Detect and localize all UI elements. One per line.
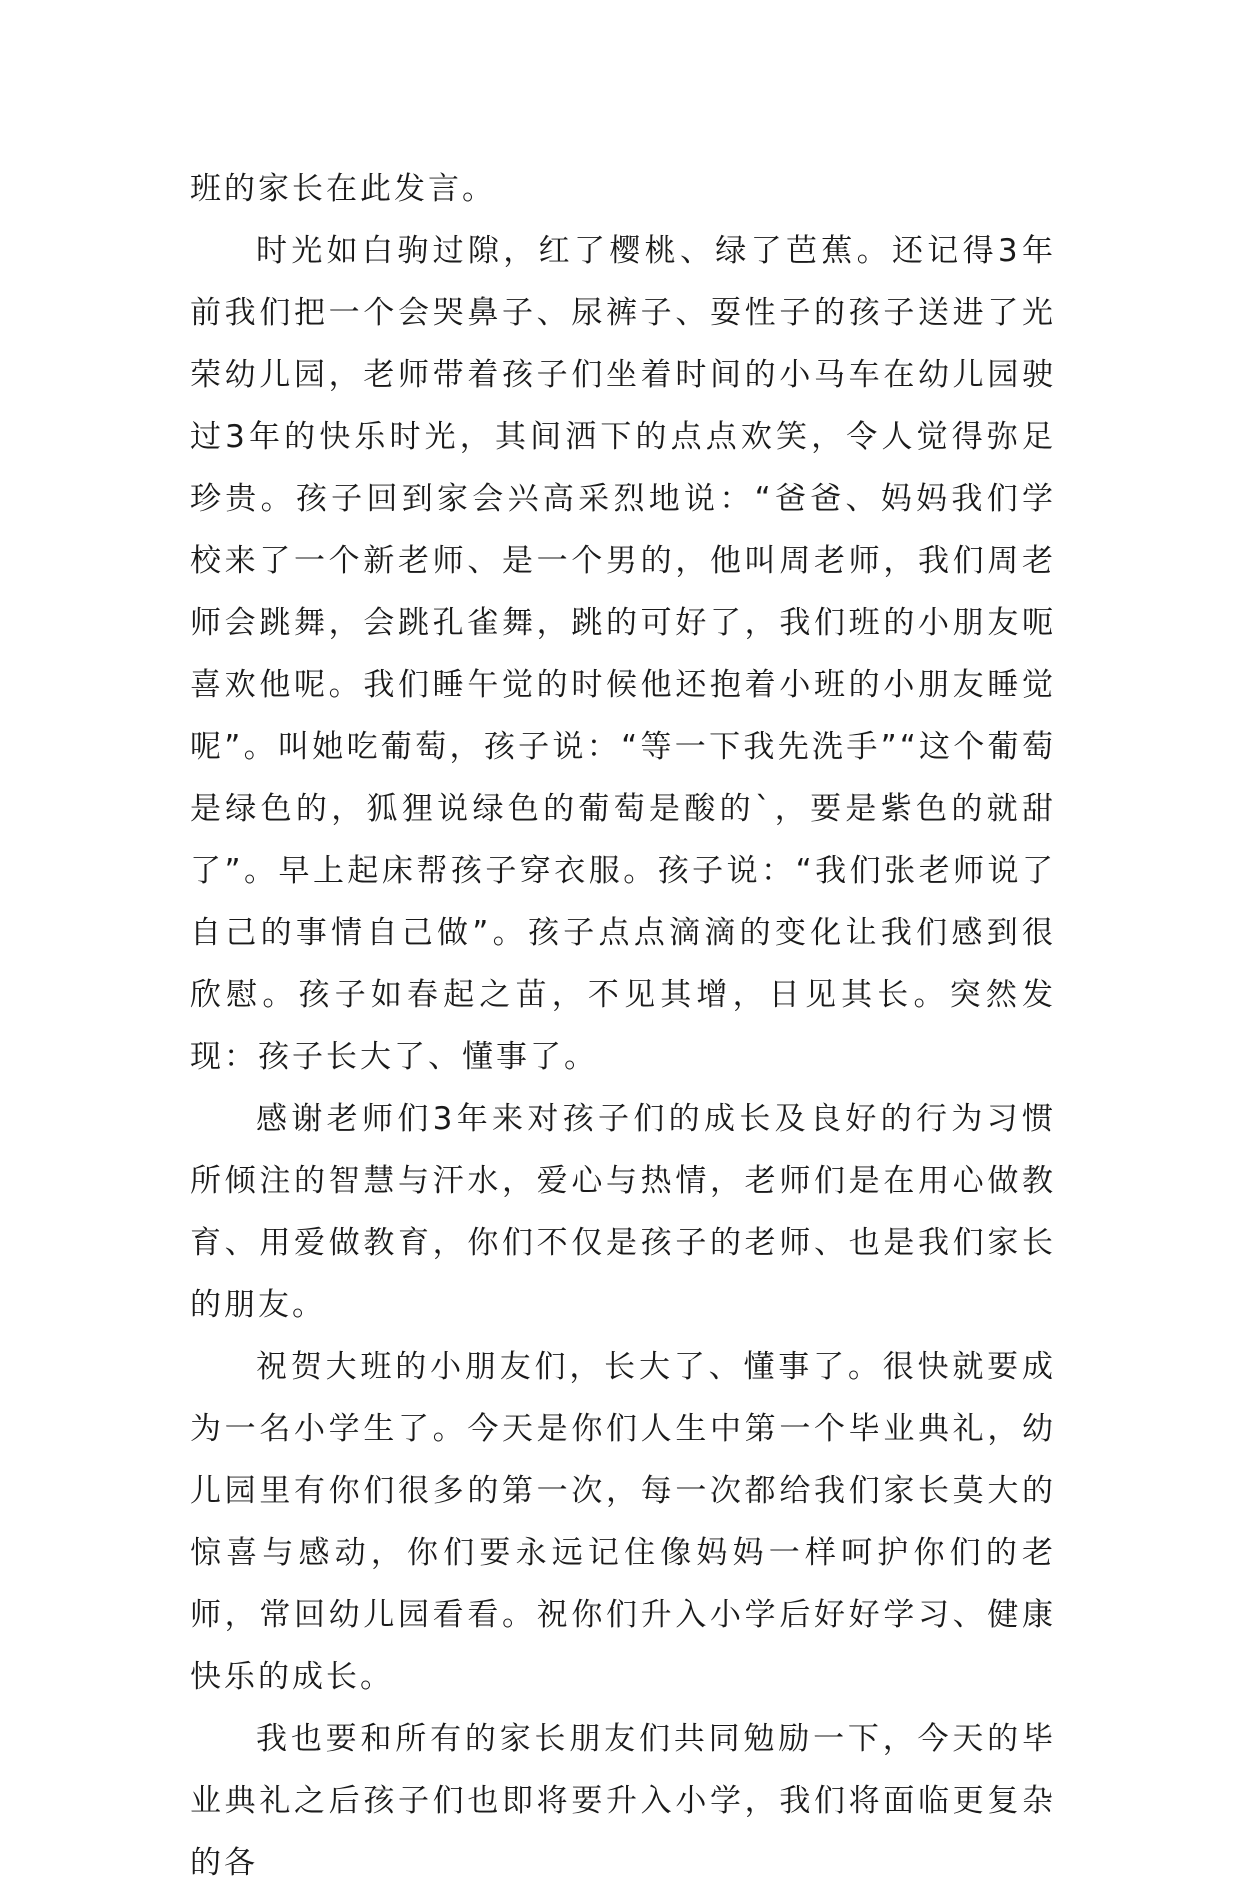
paragraph-thanks-teachers: 感谢老师们3年来对孩子们的成长及良好的行为习惯所倾注的智慧与汗水，爱心与热情，老师们是在用心做教育、用爱做教育，你们不仅是孩子的老师、也是我们家长的朋友。 [190,1101,1056,1323]
paragraph-continuation: 班的家长在此发言。 [190,171,496,207]
document-body [190,158,1056,1894]
paragraph-encouragement: 我也要和所有的家长朋友们共同勉励一下，今天的毕业典礼之后孩子们也即将要升入小学，我们将面临更复杂的各 [190,1721,1056,1881]
paragraph-memories: 时光如白驹过隙，红了樱桃、绿了芭蕉。还记得3年前我们把一个会哭鼻子、尿裤子、耍性子的孩子送进了光荣幼儿园，老师带着孩子们坐着时间的小马车在幼儿园驶过3年的快乐时光，其间洒下的点点欢笑，令人觉得弥足珍贵。孩子回到家会兴高采烈地说：“爸爸、妈妈我们学校来了一个新老师、是一个男的，他叫周老师，我们周老师会跳舞，会跳孔雀舞，跳的可好了，我们班的小朋友呃喜欢他呢。我们睡午觉的时候他还抱着小班的小朋友睡觉呢”。叫她吃葡萄，孩子说：“等一下我先洗手”“这个葡萄是绿色的，狐狸说绿色的葡萄是酸的`，要是紫色的就甜了”。早上起床帮孩子穿衣服。孩子说：“我们张老师说了自己的事情自己做”。孩子点点滴滴的变化让我们感到很欣慰。孩子如春起之苗，不见其增，日见其长。突然发现：孩子长大了、懂事了。 [190,233,1056,1075]
paragraph-congratulations: 祝贺大班的小朋友们，长大了、懂事了。很快就要成为一名小学生了。今天是你们人生中第一个毕业典礼，幼儿园里有你们很多的第一次，每一次都给我们家长莫大的惊喜与感动，你们要永远记住像妈妈一样呵护你们的老师，常回幼儿园看看。祝你们升入小学后好好学习、健康快乐的成长。 [190,1349,1056,1695]
